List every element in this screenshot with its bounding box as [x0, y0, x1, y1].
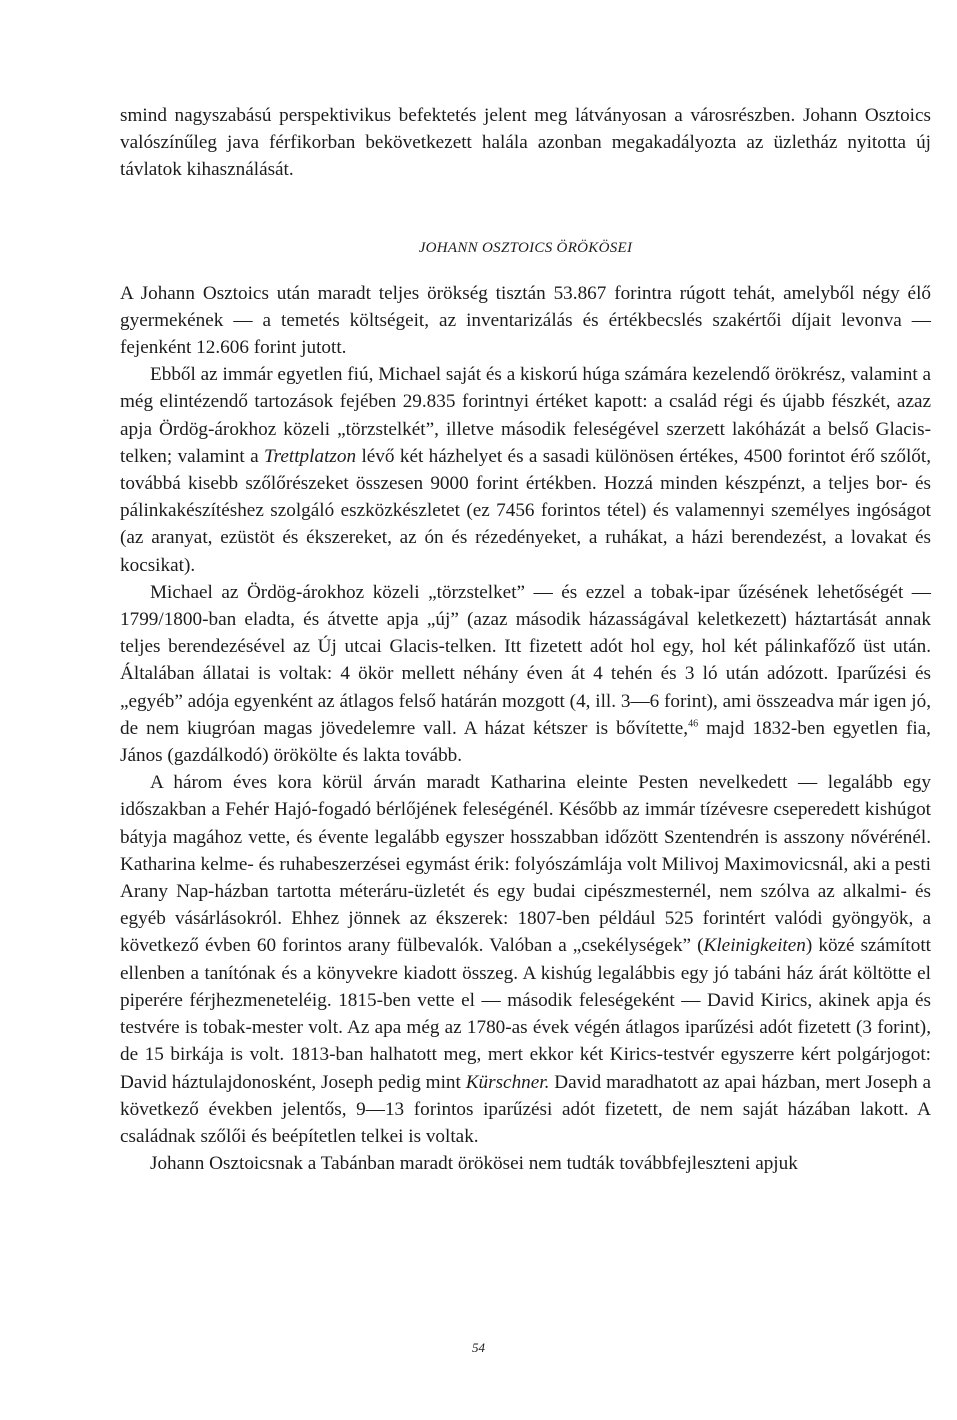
- section-title: JOHANN OSZTOICS ÖRÖKÖSEI: [418, 239, 633, 256]
- emphasis-term: Trettplatzon: [264, 445, 357, 467]
- emphasis-term: Kürschner.: [465, 1071, 550, 1093]
- emphasis-term: Kleinigkeiten: [703, 935, 806, 957]
- paragraph-inheritance-total: A Johann Osztoics után maradt teljes örökség tisztán 53.867 forintra rúgott tehát, amelyből négy élő gyermekének — a temetés költségeit, az inventarizálás és értékbecslés szakértői díjait levonva — fejenként 12.606 forint jutott.: [120, 282, 931, 359]
- footnote-ref: 46: [688, 718, 699, 730]
- paragraph-michael-sale: [120, 579, 931, 769]
- text-run: A három éves kora körül árván maradt Katharina eleinte Pesten nevelkedett — legalább egy időszakban a Fehér Hajó-fogadó bérlőjének feleségénél. Később az immár tízévesre cseperedett kishúgot bátyja magához vette, és évente legalább egyszer hosszabban időzött Szentendrén is asszony nővérénél. Katharina kelme- és ruhabeszerzései egymást érik: folyószámlája volt Milivoj Maximovicsnál, aki a pesti Arany Nap-házban tartotta méteráru-üzletét és egy budai cipészmesternél, nem szólva az alkalmi- és egyéb vásárlásokról. Ehhez jönnek az ékszerek: 1807-ben például 525 forintért valódi gyöngyök, a következő évben 60 forintos arany fülbevalók. Valóban a „csekélységek” (: [120, 772, 931, 957]
- paragraph-katharina: [120, 769, 931, 1150]
- paragraph-heirs: Johann Osztoicsnak a Tabánban maradt örökösei nem tudták továbbfejleszteni apjuk: [150, 1153, 798, 1175]
- text-run: David maradhatott az apai házban, mert Joseph a következő években jelentős, 9—13 forintos iparűzési adót fizetett, de nem saját házában lakott. A családnak szőlői és beépítetlen telkei is voltak.: [120, 1071, 931, 1147]
- page-number: 54: [472, 1340, 485, 1355]
- text-run: Michael az Ördög-árokhoz közeli „törzstelket” — és ezzel a tobak-ipar űzésének lehetőségét — 1799/1800-ban eladta, és átvette apja „új” (azaz második házasságával keletkezett) háztartását annak teljes berendezésével az Új utcai Glacis-telken. Itt fizetett adót hol egy, hol két pálinkafőző üst után. Általában állatai is voltak: 4 ökör mellett néhány éven át 4 tehén és 3 ló után adózott. Iparűzési és „egyéb” adója egyenként az átlagos felső határán mozgott (4, ill. 3—6 forint), ami összeadva már igen jó, de nem kiugróan magas jövedelemre vall. A házat kétszer is bővítette,: [120, 581, 931, 739]
- text-run: ) közé számított ellenben a tanítónak és a könyvekre kiadott összeg. A kishúg legalábbis egy jó tabáni ház árát költötte el piperére férjhezmeneteléig. 1815-ben vette el — második feleségeként — David Kirics, akinek apja és testvére is tobak-mester volt. Az apa még az 1780-as évek végén átlagos iparűzési adót fizetett (3 forint), de 15 birkája is volt. 1813-ban halhatott meg, mert ekkor két Kirics-testvér egyszerre kért polgárjogot: David háztulajdonosként, Joseph pedig mint: [120, 935, 932, 1093]
- text-run: lévő két házhelyet és a sasadi különösen értékes, 4500 forintot érő szőlőt, továbbá kisebb szőlőrészeket összesen 9000 forint értékben. Hozzá minden készpénzt, a teljes bor- és pálinkakészítéshez szolgáló eszközkészletet (ez 7456 forintos tétel) és valamennyi személyes ingóságot (az aranyat, ezüstöt és ékszereket, az ón és rézedényeket, a ruhákat, a házi berendezést, a lovakat és kocsikat).: [120, 445, 931, 576]
- page-body: [120, 102, 931, 1177]
- paragraph-opening: smind nagyszabású perspektivikus befektetés jelent meg látványosan a városrészben. Johann Osztoics valószínűleg java férfikorban bekövetkezett halála azonban megakadályozta az üzletház nyitotta új távlatok kihasználását.: [120, 105, 931, 181]
- text-run: majd 1832-ben egyetlen fia, János (gazdálkodó) örökölte és lakta tovább.: [120, 717, 931, 767]
- paragraph-michael-share: [120, 361, 931, 579]
- text-run: Ebből az immár egyetlen fiú, Michael saját és a kiskorú húga számára kezelendő örökrész, valamint a még elintézendő tartozások fejében 29.835 forintnyi értéket kapott: a család régi és újabb fészkét, azaz apja Ördög-árokhoz közeli „törzstelkét”, illetve második feleségével szerzett lakóházát a belső Glacis-telken; valamint a: [120, 364, 931, 467]
